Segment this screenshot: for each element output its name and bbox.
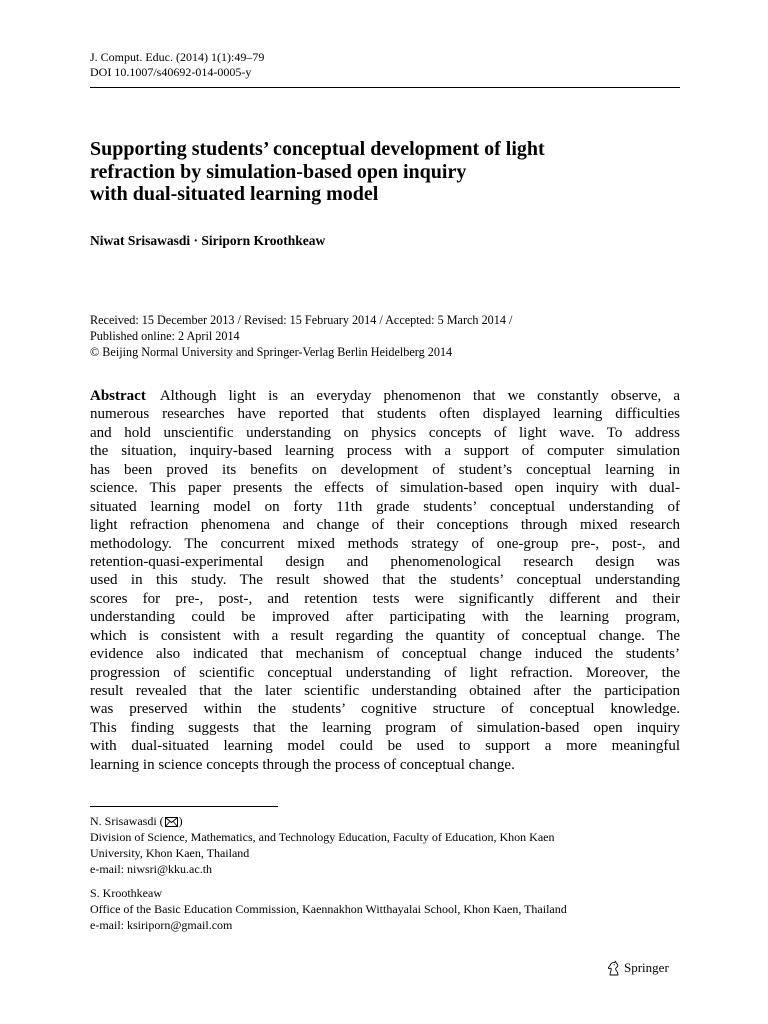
abstract-line: and hold unscientific understanding on physics concepts of light wave. To address [90,424,680,441]
title-line: Supporting students’ conceptual development of light [90,138,545,160]
publication-dates [90,312,512,360]
title-line: with dual-situated learning model [90,183,379,205]
footnote-divider [90,806,278,807]
affiliation-line: Division of Science, Mathematics, and Technology Education, Faculty of Education, Khon Kaen [90,830,555,844]
abstract-line-text: Although light is an everyday phenomenon that we constantly observe, a [159,388,680,404]
header-divider [90,87,680,88]
abstract-line: was preserved within the students’ cognitive structure of conceptual knowledge. [90,701,680,718]
title-line: refraction by simulation-based open inquiry [90,160,467,183]
abstract-line [90,387,680,405]
publisher-name: Springer [624,960,669,975]
abstract-line: numerous researches have reported that students often displayed learning difficulties [90,406,680,423]
abstract-line: has been proved its benefits on development of student’s conceptual learning in [90,461,680,478]
abstract-line: progression of scientific conceptual understanding of light refraction. Moreover, the [90,664,680,681]
abstract-line: methodology. The concurrent mixed methods strategy of one-group pre-, post-, and [90,535,680,552]
affiliation [90,885,567,933]
abstract-line: used in this study. The result showed that the students’ conceptual understanding [90,572,680,589]
abstract-line: result revealed that the later scientific understanding obtained after the participation [90,683,680,699]
publisher-logo [606,960,669,976]
copyright-line: © Beijing Normal University and Springer-Verlag Berlin Heidelberg 2014 [90,345,453,359]
journal-citation: J. Comput. Educ. (2014) 1(1):49–79 [90,50,265,64]
abstract-line: understanding could be improved after participating with the learning program, [90,609,680,626]
affiliation-line: Office of the Basic Education Commission, Kaennakhon Witthayalai School, Khon Kaen, Thailand [90,902,567,916]
abstract-line: learning in science concepts through the process of conceptual change. [90,756,515,773]
affiliation-email: e-mail: niwsri@kku.ac.th [90,862,213,876]
paper-title [90,138,650,206]
abstract-line: science. This paper presents the effects of simulation-based open inquiry with dual- [90,480,680,497]
abstract-line: which is consistent with a result regarding the quantity of conceptual change. The [90,627,680,644]
dates-line: Received: 15 December 2013 / Revised: 15 February 2014 / Accepted: 5 March 2014 / [90,313,513,327]
envelope-icon [165,817,178,827]
affiliation-author-name: N. Srisawasdi [90,814,157,828]
authors: Niwat Srisawasdi · Siriporn Kroothkeaw [90,233,326,248]
abstract-line: with dual-situated learning model could be used to support a more meaningful [90,738,680,755]
affiliation-author-name: S. Kroothkeaw [90,886,162,900]
corresponding-author-marker: ( ) [159,814,183,828]
journal-header [90,50,264,80]
abstract-line: situated learning model on forty 11th grade students’ conceptual understanding of [90,498,680,515]
abstract [90,387,680,774]
abstract-line: evidence also indicated that mechanism of conceptual change induced the students’ [90,646,680,663]
affiliation-author-line [90,813,555,829]
affiliation-line: University, Khon Kaen, Thailand [90,846,250,860]
abstract-heading: Abstract [90,388,146,404]
abstract-line: retention-quasi-experimental design and phenomenological research design was [90,553,680,570]
affiliation [90,813,555,877]
abstract-line: the situation, inquiry-based learning process with a support of computer simulation [90,443,680,460]
dates-line: Published online: 2 April 2014 [90,329,240,343]
abstract-line: scores for pre-, post-, and retention tests were significantly different and their [90,590,680,607]
doi: DOI 10.1007/s40692-014-0005-y [90,65,252,79]
springer-knight-icon [606,960,621,976]
affiliation-email: e-mail: ksiriporn@gmail.com [90,918,233,932]
abstract-line: This finding suggests that the learning program of simulation-based open inquiry [90,719,680,736]
abstract-line: light refraction phenomena and change of their conceptions through mixed research [90,517,680,534]
